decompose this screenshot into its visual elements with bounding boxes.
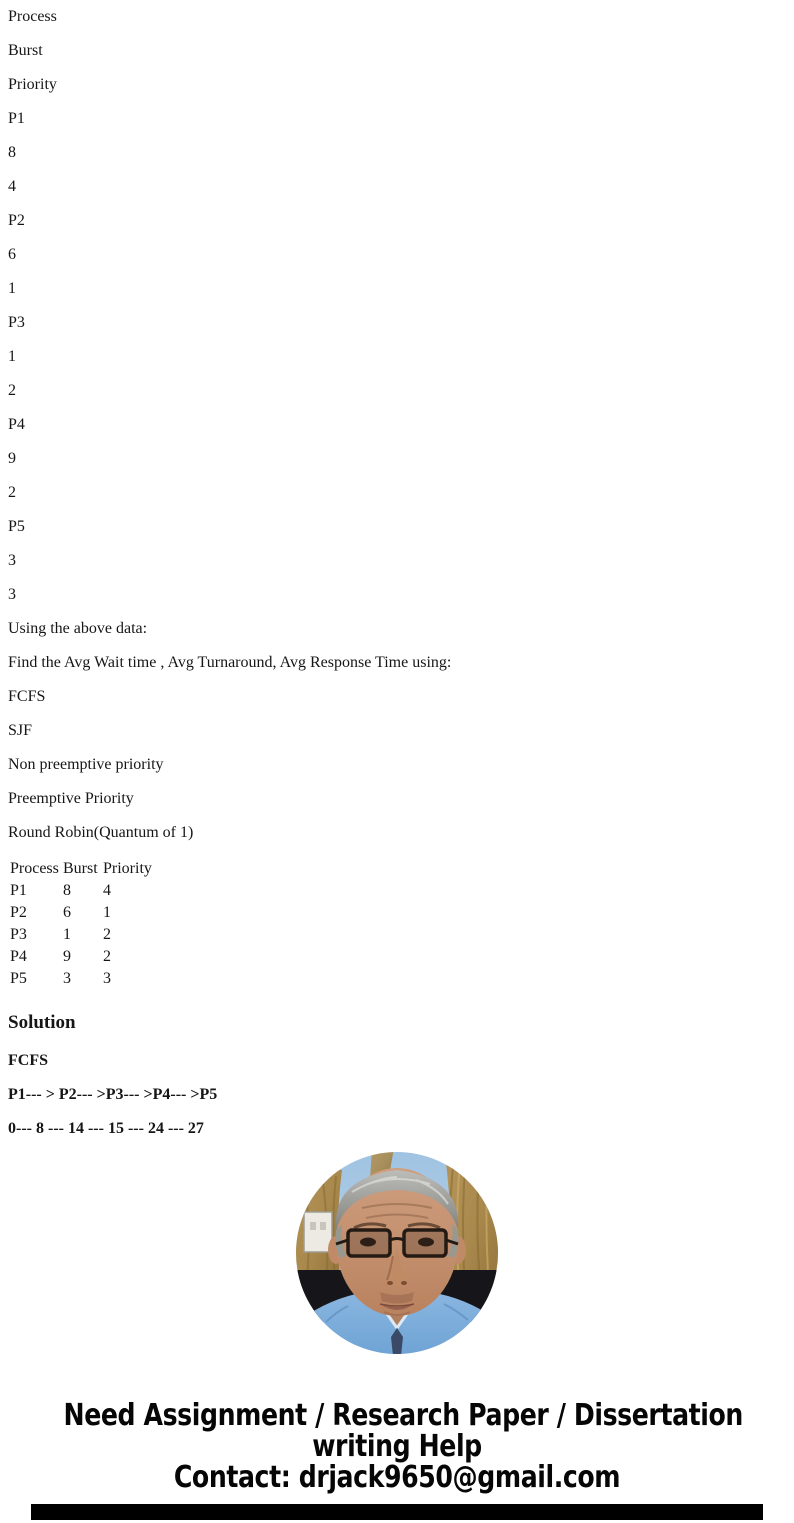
doc-line: FCFS xyxy=(8,688,46,705)
table-header: Priority xyxy=(103,860,152,877)
doc-line: Process xyxy=(8,8,57,25)
doc-line: Non preemptive priority xyxy=(8,756,164,773)
table-cell: 1 xyxy=(63,926,71,943)
table-cell: P2 xyxy=(10,904,27,921)
table-header-row xyxy=(10,858,173,880)
table-cell: 1 xyxy=(103,904,111,921)
doc-line: P4 xyxy=(8,416,25,433)
table-cell: 3 xyxy=(63,970,71,987)
table-cell: P4 xyxy=(10,948,27,965)
doc-line: 3 xyxy=(8,552,16,569)
instructor-avatar xyxy=(296,1152,498,1354)
doc-line: Burst xyxy=(8,42,43,59)
doc-line: 8 xyxy=(8,144,16,161)
doc-line: 4 xyxy=(8,178,16,195)
table-cell: P5 xyxy=(10,970,27,987)
doc-line: Priority xyxy=(8,76,57,93)
table-cell: 8 xyxy=(63,882,71,899)
contact-email-line: Contact: drjack9650@gmail.com xyxy=(173,1460,621,1495)
table-row xyxy=(10,968,173,990)
table-cell: P3 xyxy=(10,926,27,943)
doc-line: P3 xyxy=(8,314,25,331)
doc-line: 2 xyxy=(8,382,16,399)
doc-line: 1 xyxy=(8,280,16,297)
table-row xyxy=(10,924,173,946)
doc-line: Preemptive Priority xyxy=(8,790,134,807)
table-cell: 9 xyxy=(63,948,71,965)
doc-line: Round Robin(Quantum of 1) xyxy=(8,824,194,841)
doc-line: 9 xyxy=(8,450,16,467)
doc-line: 1 xyxy=(8,348,16,365)
doc-line: P5 xyxy=(8,518,25,535)
doc-line: Find the Avg Wait time , Avg Turnaround, Avg Response Time using: xyxy=(8,654,452,671)
doc-line: 3 xyxy=(8,586,16,603)
doc-line: Using the above data: xyxy=(8,620,148,637)
table-cell: 2 xyxy=(103,948,111,965)
process-table xyxy=(10,858,173,990)
table-cell: 2 xyxy=(103,926,111,943)
fcfs-order-line: P1--- > P2--- >P3--- >P4--- >P5 xyxy=(8,1086,218,1103)
table-header: Burst xyxy=(63,860,98,877)
fcfs-timeline-line: 0--- 8 --- 14 --- 15 --- 24 --- 27 xyxy=(8,1120,204,1137)
solution-subheading-fcfs: FCFS xyxy=(8,1052,48,1069)
table-header: Process xyxy=(10,860,59,877)
table-cell: 3 xyxy=(103,970,111,987)
table-row xyxy=(10,946,173,968)
table-cell: P1 xyxy=(10,882,27,899)
table-cell: 4 xyxy=(103,882,111,899)
doc-line: SJF xyxy=(8,722,33,739)
doc-line: P1 xyxy=(8,110,25,127)
bottom-bar xyxy=(31,1504,763,1520)
instructor-photo-icon xyxy=(296,1152,498,1354)
doc-lines xyxy=(8,8,784,842)
doc-line: 2 xyxy=(8,484,16,501)
doc-line: 6 xyxy=(8,246,16,263)
table-row xyxy=(10,880,173,902)
promo-line-1: Need Assignment / Research Paper / Dissertation xyxy=(63,1398,743,1433)
doc-line: P2 xyxy=(8,212,25,229)
table-row xyxy=(10,902,173,924)
solution-heading: Solution xyxy=(8,1012,76,1033)
table-cell: 6 xyxy=(63,904,71,921)
promo-footer xyxy=(63,1398,743,1495)
promo-line-2: writing Help xyxy=(312,1429,482,1464)
